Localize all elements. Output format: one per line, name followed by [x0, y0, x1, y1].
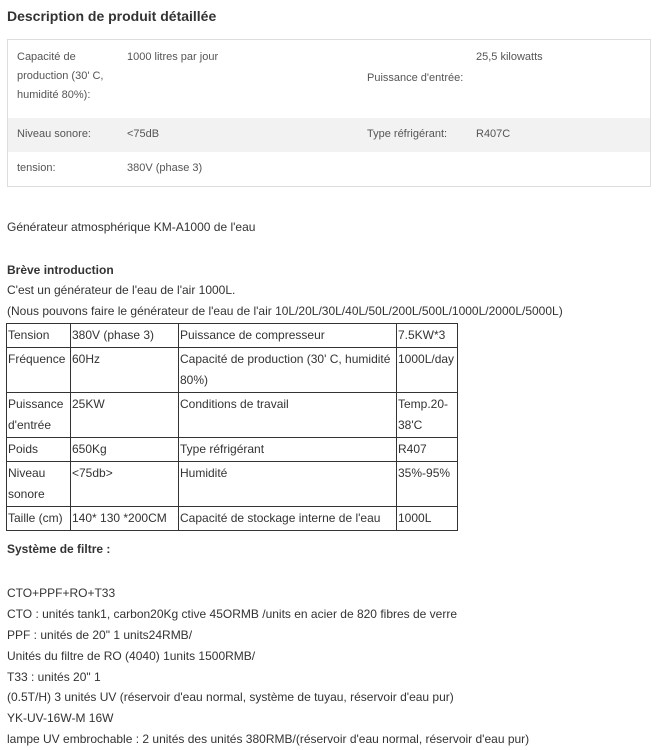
table-cell: R407 — [397, 438, 458, 462]
table-cell: 380V (phase 3) — [71, 324, 179, 348]
filter-line: (0.5T/H) 3 unités UV (réservoir d'eau normal, système de tuyau, réservoir d'eau pur) — [7, 690, 454, 705]
table-row — [7, 438, 458, 462]
filter-list — [7, 583, 529, 750]
section-heading: Description de produit détaillée — [7, 8, 217, 24]
spec-value: 1000 litres par jour — [127, 51, 219, 63]
table-cell: Poids — [7, 438, 71, 462]
spec-value: <75dB — [127, 128, 160, 140]
table-cell: Niveau sonore — [7, 462, 71, 507]
table-cell: Capacité de stockage interne de l'eau — [179, 507, 397, 531]
spec-label: Puissance d'entrée: — [367, 72, 464, 84]
filter-line: YK-UV-16W-M 16W — [7, 711, 114, 726]
table-cell: Type réfrigérant — [179, 438, 397, 462]
filter-line: CTO : unités tank1, carbon20Kg ctive 45ORMB /units en acier de 820 fibres de verre — [7, 606, 458, 621]
spec-value: 25,5 kilowatts — [476, 51, 543, 63]
table-row — [7, 393, 458, 438]
spec-row — [8, 152, 650, 186]
table-cell: 25KW — [71, 393, 179, 438]
intro-line: (Nous pouvons faire le générateur de l'eau de l'air 10L/20L/30L/40L/50L/200L/500L/1000L/2000L/5000L) — [7, 304, 563, 318]
table-cell: 60Hz — [71, 348, 179, 393]
spec-label: Niveau sonore: — [17, 128, 91, 140]
table-cell: Capacité de production (30' C, humidité 80%) — [179, 348, 397, 393]
table-cell: Puissance d'entrée — [7, 393, 71, 438]
filter-line: lampe UV embrochable : 2 unités des unités 380RMB/(réservoir d'eau normal, réservoir d'eau pur) — [7, 732, 530, 747]
filter-heading: Système de filtre : — [7, 542, 111, 556]
table-cell: Temp.20-38'C — [397, 393, 458, 438]
specs-table — [6, 323, 458, 531]
intro-heading: Brève introduction — [7, 263, 114, 277]
table-row — [7, 507, 458, 531]
table-cell: Tension — [7, 324, 71, 348]
table-row — [7, 462, 458, 507]
filter-line: Unités du filtre de RO (4040) 1units 1500RMB/ — [7, 648, 256, 663]
spec-row — [8, 118, 650, 152]
table-row — [7, 324, 458, 348]
spec-summary-box — [7, 39, 651, 187]
table-cell: 140* 130 *200CM — [71, 507, 179, 531]
intro-line: C'est un générateur de l'eau de l'air 1000L. — [7, 283, 236, 297]
table-cell: 7.5KW*3 — [397, 324, 458, 348]
filter-line: CTO+PPF+RO+T33 — [7, 586, 116, 600]
table-cell: Humidité — [179, 462, 397, 507]
table-cell: 650Kg — [71, 438, 179, 462]
spec-row — [8, 40, 650, 118]
table-cell: 1000L/day — [397, 348, 458, 393]
table-cell: 1000L — [397, 507, 458, 531]
table-cell: Taille (cm) — [7, 507, 71, 531]
spec-label: tension: — [17, 162, 56, 174]
spec-label: Type réfrigérant: — [367, 128, 448, 140]
table-row — [7, 348, 458, 393]
spec-value: R407C — [476, 128, 511, 140]
table-cell: <75db> — [71, 462, 179, 507]
table-cell: 35%-95% — [397, 462, 458, 507]
filter-line: T33 : unités 20" 1 — [7, 669, 101, 684]
table-cell: Puissance de compresseur — [179, 324, 397, 348]
filter-line: PPF : unités de 20" 1 units24RMB/ — [7, 627, 193, 642]
spec-label: Capacité de production (30' C, humidité 80%): — [17, 51, 104, 101]
table-cell: Conditions de travail — [179, 393, 397, 438]
table-cell: Fréquence — [7, 348, 71, 393]
spec-value: 380V (phase 3) — [127, 162, 203, 174]
product-title: Générateur atmosphérique KM-A1000 de l'eau — [7, 220, 256, 234]
